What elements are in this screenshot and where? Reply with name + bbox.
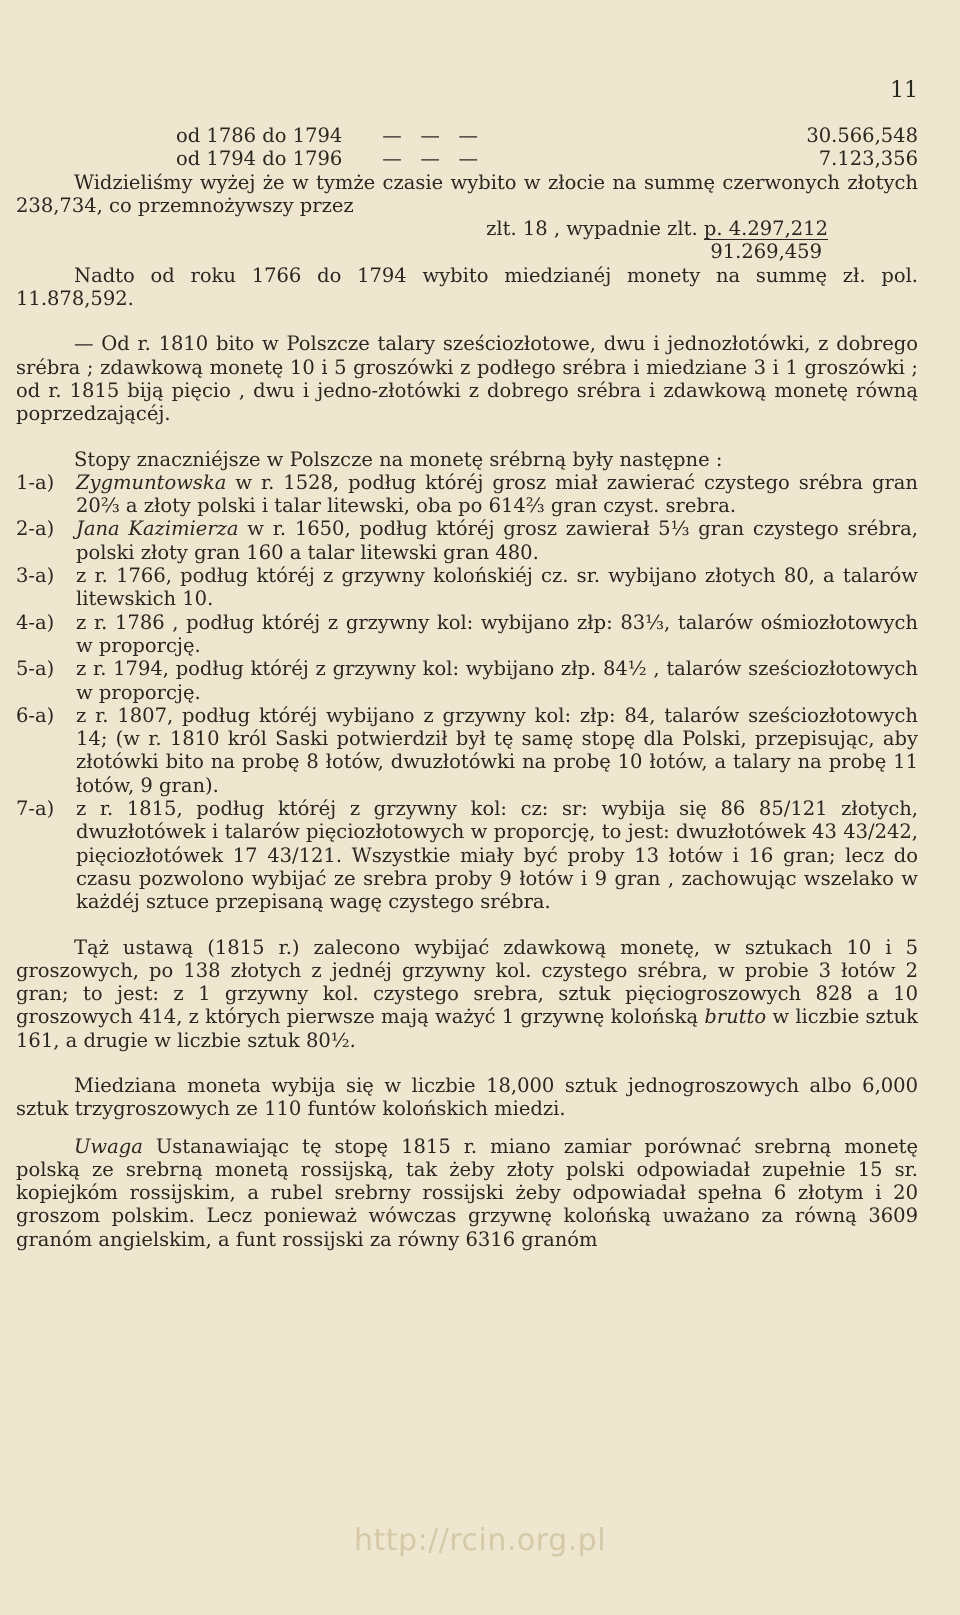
amount: 7.123,356	[818, 147, 918, 171]
item-label: 6-a)	[16, 703, 55, 727]
calculation-line: zlt. 18 , wypadnie zlt. p. 4.297,212	[486, 217, 828, 241]
paragraph: Tąż ustawą (1815 r.) zalecono wybijać zdawkową monetę, w sztukach 10 i 5 groszowych, po 138 złotych z jednéj grzywny kol. czystego srébra, w probie 3 łotów 2 gran; to jest: z 1 grzywny kol. czystego srebra, sztuk pięciogroszowych 828 a 10 groszowych 414, z których pierwsze mają ważyć 1 grzywnę kolońską brutto w liczbie sztuk 161, a drugie w liczbie sztuk 80½.	[16, 935, 918, 1052]
item-label: 5-a)	[16, 657, 55, 681]
item-label: 3-a)	[16, 564, 55, 588]
amount: 30.566,548	[806, 124, 918, 147]
paragraph: — Od r. 1810 bito w Polszcze talary sześciozłotowe, dwu i jednozłotówki, z dobrego srébra ; zdawkową monetę 10 i 5 groszówki z podłego srébra i miedziane 3 i 1 groszówki ; od r. 1815 biją pięcio , dwu i jedno-złotówki z dobrego srébra i zdawkową monetę równą poprzedzającéj.	[16, 332, 918, 426]
item-label: 4-a)	[16, 610, 55, 634]
item-text: Jana Kazimierza w r. 1650, podług któréj grosz zawierał 5⅓ gran czystego srébra, polski złoty gran 160 a talar litewski gran 480.	[76, 517, 918, 564]
paragraph: Miedziana moneta wybija się w liczbie 18,000 sztuk jednogroszowych albo 6,000 sztuk trzygroszowych ze 110 funtów kolońskich miedzi.	[16, 1073, 918, 1121]
list-item	[16, 797, 918, 913]
period-label: od 1794 do 1796	[176, 147, 343, 171]
page-number: 11	[890, 78, 918, 103]
watermark-url: http://rcin.org.pl	[353, 1523, 607, 1558]
list-item	[16, 704, 918, 797]
list-item	[16, 471, 918, 518]
table-row	[16, 147, 918, 170]
note-label: Uwaga	[74, 1134, 143, 1158]
item-text: z r. 1807, podług któréj wybijano z grzywny kol: złp: 84, talarów sześciozłotowych 14; (w r. 1810 król Saski potwierdził był tę samę stopę dla Polski, przepisując, aby złotówki bito na probę 8 łotów, dwuzłotówki na probę 10 łotów, a talary na probę 11 łotów, 9 gran).	[76, 703, 918, 797]
total-value: 91.269,459	[704, 239, 828, 263]
list	[16, 471, 918, 914]
list-item	[16, 517, 918, 564]
item-text: z r. 1794, podług któréj z grzywny kol: wybijano złp. 84½ , talarów sześciozłotowych w proporcję.	[76, 657, 918, 704]
item-em: Jana Kazimierza	[76, 517, 239, 541]
sum-total	[16, 240, 918, 263]
list-item	[16, 657, 918, 704]
item-label: 2-a)	[16, 517, 55, 541]
item-em: Zygmuntowska	[76, 470, 227, 494]
page-text	[16, 124, 918, 1251]
paragraph: Stopy znaczniéjsze w Polszcze na monetę srébrną były następne :	[74, 447, 723, 471]
item-text: z r. 1815, podług któréj z grzywny kol: cz: sr: wybija się 86 85/121 złotych, dwuzłotówek i talarów pięciozłotowych w proporcję, to jest: dwuzłotówek 43 43/242, pięciozłotówek 17 43/121. Wszystkie miały być proby 13 łotów i 16 gran; lecz do czasu pozwolono wybijać ze srebra proby 9 łotów i 9 gran , zachowując wszelako w każdéj sztuce przepisaną wagę czystego srébra.	[76, 797, 918, 914]
table-row	[16, 124, 918, 147]
paragraph: Uwaga Ustanawiając tę stopę 1815 r. miano zamiar porównać srebrną monetę polską ze srebrną monetą rossijską, tak żeby złoty polski odpowiadał zupełnie 15 sr. kopiejkóm rossijskim, a rubel srebrny rossijski żeby odpowiadał spełna 6 złotym i 20 groszom polskim. Lecz ponieważ wówczas grzywnę kolońską uważano za równą 3609 granóm angielskim, a funt rossijski za równy 6316 granóm	[16, 1134, 918, 1251]
list-item	[16, 564, 918, 611]
paragraph: Nadto od roku 1766 do 1794 wybito miedzianéj monety na summę zł. pol. 11.878,592.	[16, 263, 918, 311]
paragraph: Widzieliśmy wyżej że w tymże czasie wybito w złocie na summę czerwonych złotych 238,734, co przemnożywszy przez	[16, 170, 918, 217]
item-label: 1-a)	[16, 470, 55, 494]
dash-leader: — — —	[382, 147, 478, 171]
item-text: Zygmuntowska w r. 1528, podług któréj grosz miał zawierać czystego srébra gran 20⅔ a złoty polski i talar litewski, oba po 614⅔ gran czyst. srebra.	[76, 470, 918, 518]
list-item	[16, 611, 918, 658]
item-text: z r. 1786 , podług któréj z grzywny kol: wybijano złp: 83⅓, talarów ośmiozłotowych w proporcję.	[76, 610, 918, 657]
item-label: 7-a)	[16, 797, 55, 821]
item-text: z r. 1766, podług któréj z grzywny kolońskiéj cz. sr. wybijano złotych 80, a talarów litewskich 10.	[76, 564, 918, 611]
emphasis: brutto	[704, 1005, 767, 1029]
dash-leader: — — —	[382, 124, 478, 147]
period-label: od 1786 do 1794	[176, 124, 343, 147]
